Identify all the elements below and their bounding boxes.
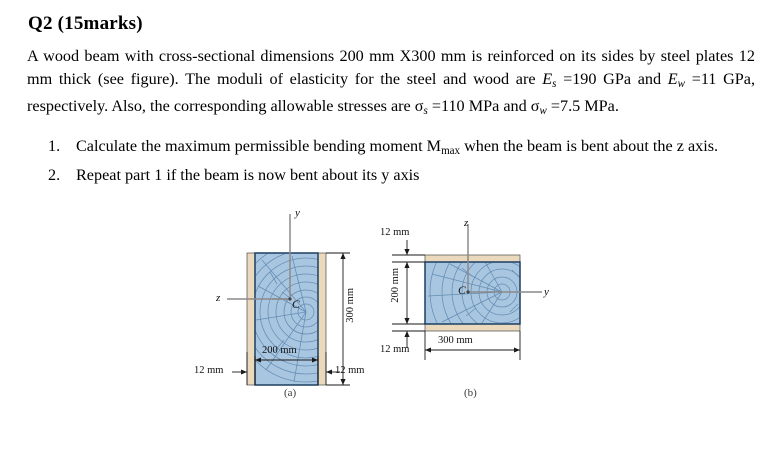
- figure-b-dim-bottom-plate: 12 mm: [380, 344, 410, 355]
- figure-b-dim-width: 300 mm: [438, 335, 473, 346]
- paragraph-segment-3: =11 GPa, respectively. Also, the corresponding allowable stresses are: [27, 69, 756, 116]
- figure-b: [380, 200, 560, 400]
- figure-a-dim-right-plate: 12 mm: [335, 365, 365, 376]
- figure-a-centroid-label: C: [292, 299, 300, 311]
- paragraph-segment-1: A wood beam with cross-sectional dimensions 200 mm X300 mm is reinforced on its sides by steel plates 12 mm thick (see figure). The moduli of elasticity for the steel and wood are: [27, 47, 755, 88]
- arrow-bottom-plate: [404, 331, 409, 337]
- dimension-left-plate-12: [232, 352, 247, 385]
- paragraph-segment-5: =7.5 MPa.: [546, 97, 619, 116]
- arrow-up-200: [404, 262, 409, 268]
- figure-a-dim-height: 300 mm: [345, 288, 356, 323]
- elastic-modulus-steel-subscript: s: [552, 77, 557, 90]
- figures-container: [0, 200, 781, 400]
- steel-plate-left: [247, 253, 255, 385]
- arrow-right-plate: [326, 370, 332, 375]
- elastic-modulus-steel-symbol: E: [542, 69, 553, 88]
- question-list: [48, 135, 758, 187]
- arrow-down-300: [340, 379, 345, 385]
- dimension-top-plate-12: [392, 240, 425, 255]
- axis-symbol-y: y: [381, 165, 390, 184]
- moment-subscript: max: [441, 145, 461, 158]
- list-item: [48, 164, 758, 187]
- figure-b-centroid-label: C: [458, 285, 466, 297]
- arrow-left-plate: [241, 370, 247, 375]
- elastic-modulus-wood-subscript: w: [677, 77, 686, 90]
- figure-a-axis-z-label: z: [216, 292, 221, 304]
- arrow-top-plate: [404, 249, 409, 255]
- steel-plate-bottom: [425, 324, 520, 331]
- list-item: [48, 135, 758, 163]
- elastic-modulus-wood-symbol: E: [667, 69, 678, 88]
- list-item-text-after: when the beam is bent about the: [460, 137, 677, 155]
- list-item-text-end: axis: [389, 165, 420, 184]
- list-item-body: [76, 164, 758, 187]
- stress-steel-subscript: s: [423, 105, 428, 118]
- arrow-left-300: [425, 348, 431, 353]
- moment-symbol: M: [426, 137, 442, 155]
- list-item-text-end: axis.: [683, 137, 719, 155]
- figure-a-dim-left-plate: 12 mm: [194, 365, 224, 376]
- arrow-down-200: [404, 318, 409, 324]
- paragraph-segment-4: =110 MPa and: [427, 97, 531, 116]
- steel-plate-top: [425, 255, 520, 262]
- list-item-text-before: Repeat part 1 if the beam is now bent about its: [76, 165, 382, 184]
- figure-b-dim-height: 200 mm: [390, 268, 401, 303]
- problem-statement: [27, 45, 755, 123]
- figure-b-caption: (b): [464, 387, 477, 399]
- arrow-right-300: [514, 348, 520, 353]
- axis-symbol-z: z: [676, 137, 684, 155]
- centroid-point: [466, 290, 469, 293]
- stress-wood-symbol: σ: [530, 97, 540, 116]
- figure-a-axis-y-label: y: [295, 207, 300, 219]
- steel-plate-right: [318, 253, 326, 385]
- list-item-body: [76, 135, 758, 163]
- figure-a-caption: (a): [284, 387, 297, 399]
- paragraph-segment-2: =190 GPa and: [556, 69, 668, 88]
- figure-b-axis-y-label: y: [544, 286, 549, 298]
- list-item-text-before: Calculate the maximum permissible bending moment: [76, 137, 427, 155]
- page-title: Q2 (15marks): [28, 13, 143, 34]
- list-item-number: 1.: [48, 137, 61, 155]
- arrow-up-300: [340, 253, 345, 259]
- figure-b-dim-top-plate: 12 mm: [380, 227, 410, 238]
- figure-a-dim-width: 200 mm: [262, 345, 297, 356]
- stress-wood-subscript: w: [539, 105, 547, 118]
- figure-b-axis-z-label: z: [464, 217, 469, 229]
- list-item-number: 2.: [48, 165, 61, 184]
- stress-steel-symbol: σ: [414, 97, 424, 116]
- figure-a: [194, 200, 382, 400]
